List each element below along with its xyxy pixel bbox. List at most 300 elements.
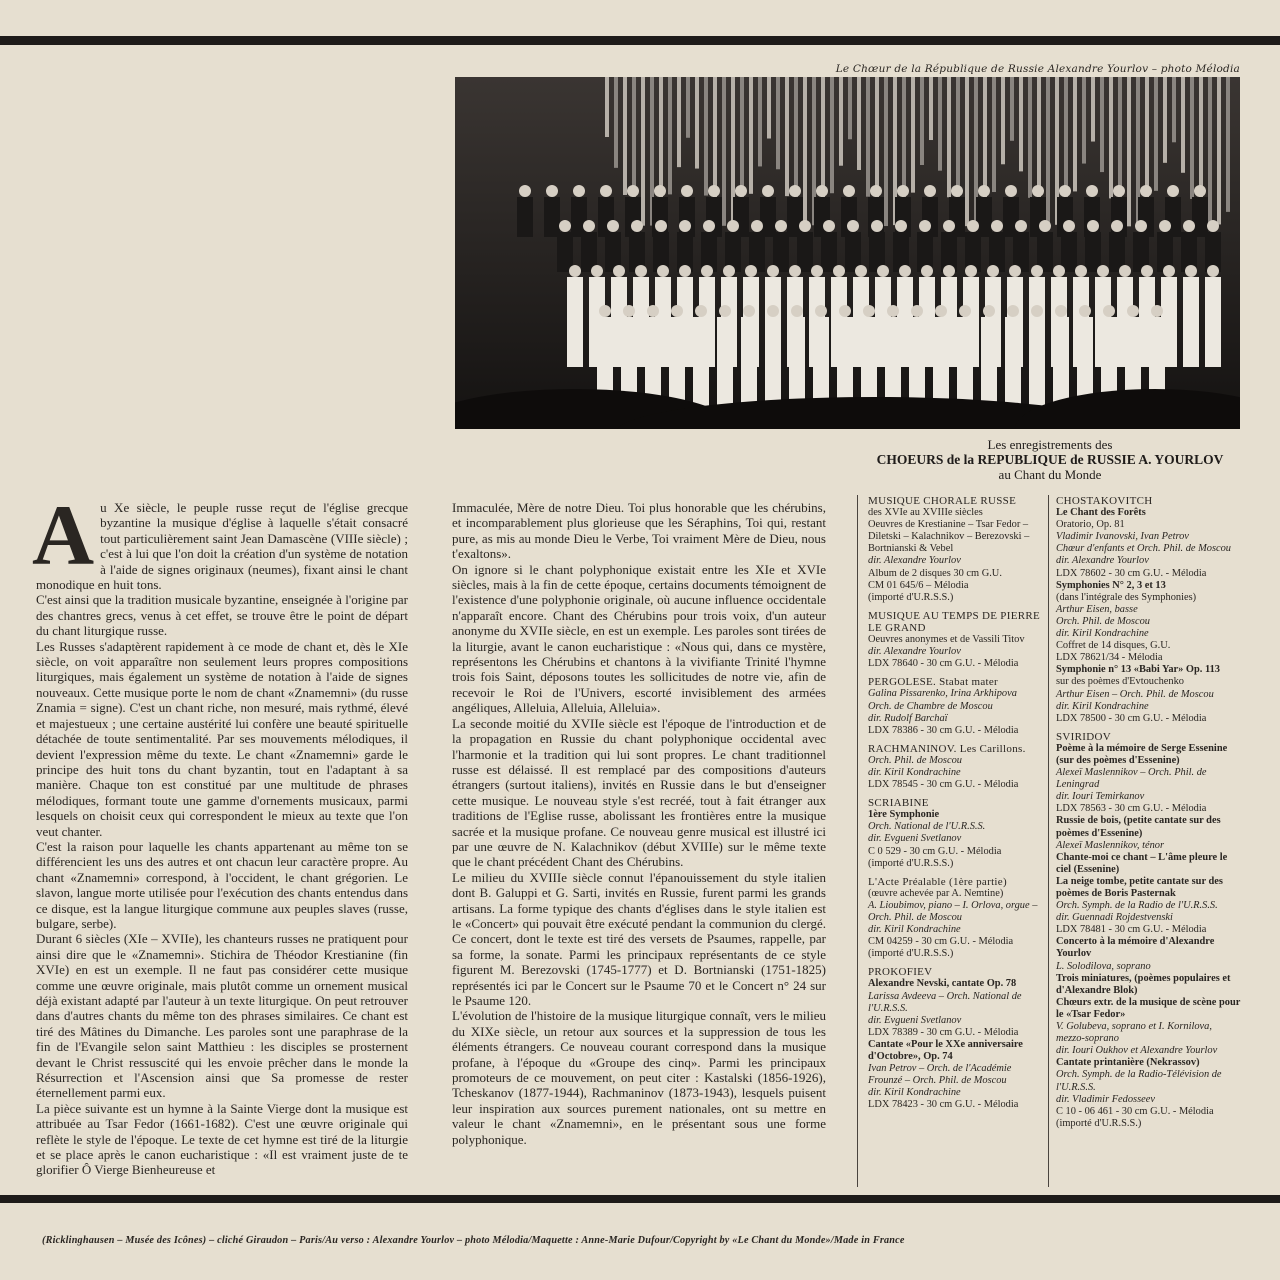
disc-entry-line: Larissa Avdeeva – Orch. National de l'U.R.S.S. (868, 990, 1022, 1014)
singer-body (885, 317, 901, 407)
singer-head (681, 185, 693, 197)
organ-pipe (641, 77, 645, 226)
disc-entry-line: dir. Kiril Kondrachine (868, 766, 961, 778)
singer-head (924, 185, 936, 197)
singer-head (951, 185, 963, 197)
disc-entry-line: Orch. Phil. de Moscou (868, 754, 962, 766)
disc-entry-line: Galina Pissarenko, Irina Arkhipova (868, 688, 1017, 700)
organ-pipe (668, 77, 672, 194)
singer-head (635, 265, 647, 277)
organ-pipe (839, 77, 843, 166)
singer-head (719, 305, 731, 317)
singer-head (1127, 305, 1139, 317)
singer-body (821, 232, 837, 272)
singer-head (703, 220, 715, 232)
paragraph: C'est ainsi que la tradition musicale byzantine, enseignée à l'origine par des chantres grecs, venus à cet effet, se trouve être le point de départ du chant liturgique russe. (36, 592, 408, 639)
disc-entry-line: LDX 78545 - 30 cm G.U. - Mélodia (868, 779, 1019, 791)
disc-entry-line: Vladimir Ivanovski, Ivan Petrov (1056, 531, 1189, 543)
disc-entry-line: Oratorio, Op. 81 (1056, 519, 1125, 531)
singer-head (655, 220, 667, 232)
singer-head (735, 185, 747, 197)
singer-body (544, 197, 560, 237)
singer-head (895, 220, 907, 232)
disc-entry-line: Orch. Phil. de Moscou (1056, 615, 1150, 627)
singer-head (573, 185, 585, 197)
disc-entry-line: LDX 78500 - 30 cm G.U. - Mélodia (1056, 712, 1207, 724)
singer-head (583, 220, 595, 232)
organ-pipe (1001, 77, 1005, 164)
singer-head (1185, 265, 1197, 277)
singer-head (899, 265, 911, 277)
singer-head (1039, 220, 1051, 232)
singer-head (789, 185, 801, 197)
singer-head (1135, 220, 1147, 232)
disc-entry-line: Oeuvres de Krestianine – Tsar Fedor – Diletski – Kalachnikov – Berezovski – Bortnianski & Vebel (868, 519, 1030, 555)
article-column-1 (32, 487, 408, 1178)
singer-head (799, 220, 811, 232)
singer-head (870, 185, 882, 197)
singer-body (1029, 317, 1045, 407)
singer-body (760, 197, 776, 237)
singer-head (727, 220, 739, 232)
singer-body (787, 197, 803, 237)
disc-entry-line: sur des poèmes d'Evtouchenko (1056, 676, 1184, 688)
disc-entry-line: Arthur Eisen, basse (1056, 603, 1138, 615)
singer-head (745, 265, 757, 277)
singer-body (1085, 232, 1101, 272)
singer-head (695, 305, 707, 317)
organ-pipe (776, 77, 780, 169)
singer-head (1159, 220, 1171, 232)
disc-entry-line: Album de 2 disques 30 cm G.U. (868, 567, 1002, 579)
disc-entry-line: LDX 78481 - 30 cm G.U. - Mélodia (1056, 924, 1207, 936)
singer-head (839, 305, 851, 317)
singer-body (1183, 277, 1199, 367)
singer-head (623, 305, 635, 317)
choir-photo-image (455, 77, 1240, 429)
organ-pipe (911, 77, 915, 193)
singer-head (1207, 265, 1219, 277)
organ-pipe (1163, 77, 1167, 163)
bottom-rule (0, 1195, 1280, 1203)
singer-head (991, 220, 1003, 232)
organ-pipe (1190, 77, 1194, 199)
organ-pipe (992, 77, 996, 192)
singer-head (871, 220, 883, 232)
singer-head (743, 305, 755, 317)
disc-entry (1056, 731, 1242, 1130)
singer-head (1163, 265, 1175, 277)
disc-entry-line: Arthur Eisen – Orch. Phil. de Moscou (1056, 688, 1214, 700)
disc-entry (868, 966, 1046, 1111)
singer-head (591, 265, 603, 277)
singer-head (1194, 185, 1206, 197)
disc-entry-heading: SCRIABINE (868, 797, 929, 810)
disc-entry-line: dir. Kiril Kondrachine (1056, 628, 1149, 640)
disc-entry-line: Chœur d'enfants et Orch. Phil. de Moscou (1056, 543, 1231, 555)
disc-entry-line: Orch. National de l'U.R.S.S. (868, 821, 986, 833)
singer-body (557, 232, 573, 272)
recordings-heading-line3: au Chant du Monde (998, 467, 1102, 482)
organ-pipe (758, 77, 762, 166)
disc-entry-line: LDX 78389 - 30 cm G.U. - Mélodia (868, 1026, 1019, 1038)
singer-body (813, 317, 829, 407)
organ-pipe (1010, 77, 1014, 141)
organ-pipe (1100, 77, 1104, 172)
singer-head (647, 305, 659, 317)
singer-head (791, 305, 803, 317)
singer-head (679, 265, 691, 277)
singer-head (959, 305, 971, 317)
singer-head (559, 220, 571, 232)
recordings-heading-line1: Les enregistrements des (987, 437, 1113, 452)
paragraph: La seconde moitié du XVIIe siècle est l'époque de l'introduction et de la propagation en Russie du chant polyphonique occidental avec l'harmonie et la tradition qui lui sont propres. Le chant traditionnel russe est délaissé. Il est remplacé par des compositions d'auteurs étrangers (surtout italiens), invités en Russie dans le but d'enseigner cette musique. Le nouveau style s'est recréé, tout à fait étranger aux traditions de l'Eglise russe, abolissant les frontières entre la musique sacrée et la musique profane. Ce nouveau genre musical est illustré ici par une œuvre de N. Kalachnikov (début XVIIIe) sur le même texte que le chant précédent Chant des Chérubins. (452, 715, 826, 870)
singer-head (569, 265, 581, 277)
disc-entry-line: dir. Kiril Kondrachine (868, 1087, 961, 1099)
disc-entry-line: (importé d'U.R.S.S.) (868, 591, 954, 603)
disc-entry (868, 797, 1046, 870)
organ-pipe (929, 77, 933, 140)
singer-body (976, 197, 992, 237)
singer-body (1192, 197, 1208, 237)
disc-entry-heading: MUSIQUE AU TEMPS DE PIERRE LE GRAND (868, 609, 1041, 634)
disc-entry (868, 495, 1046, 604)
singer-head (1031, 305, 1043, 317)
singer-head (911, 305, 923, 317)
singer-head (1207, 220, 1219, 232)
disc-entry-line: (œuvre achevée par A. Nemtine) (868, 887, 1004, 899)
singer-body (717, 317, 733, 407)
paragraph: On ignore si le chant polyphonique existait entre les XIe et XVIe siècles, mais à la fin de cette époque, certains documents témoignent de l'existence d'une polyphonie originale, où aucune influence occidentale n'apparaît encore. Chant des Chérubins pour trois voix, d'un auteur anonyme du XVIIe siècle, en est un exemple. Les paroles sont tirées de la liturgie, avant le canon eucharistique : «Nous qui, dans ce mystère, représentons les Chérubins et chantons à la vivifiante Trinité l'hymne trois fois Saint, déposons toutes les sollicitudes de notre vie, afin de recevoir le Roi de l'Univers, escorté invisiblement des armées angéliques, Alleluia, Alleluia, Alleluia». (452, 561, 826, 716)
organ-pipe (866, 77, 870, 197)
organ-pipe (1172, 77, 1176, 142)
disc-entry-line: dir. Evgueni Svetlanov (868, 833, 962, 845)
disc-entry-line: Chante-moi ce chant – L'âme pleure le ciel (Essenine) (1056, 851, 1228, 875)
disc-entry-line: Concerto à la mémoire d'Alexandre Yourlov (1056, 936, 1215, 960)
organ-pipe (803, 77, 807, 226)
singer-head (1167, 185, 1179, 197)
singer-head (1005, 185, 1017, 197)
singer-head (1151, 305, 1163, 317)
singer-head (708, 185, 720, 197)
singer-body (1003, 197, 1019, 237)
singer-body (517, 197, 533, 237)
singer-head (600, 185, 612, 197)
singer-head (599, 305, 611, 317)
disc-entry-heading: L'Acte Préalable (1ère partie) (868, 875, 1007, 888)
paragraph: Les Russes s'adaptèrent rapidement à ce mode de chant et, dès le XIe siècle, on voit apparaître non seulement leurs propres compositions liturgiques, mais également un système de notation à l'aide de signes nouveaux. Cette musique porte le nom de chant «Znamemni» (du russe Znamia = signe). C'est un chant riche, non mesuré, mais rythmé, élevé et majestueux ; une certaine austérité lui confère une beauté spirituelle détachée de toute sentimentalité. Par ses mouvements mélodiques, il devient l'expression même du texte. Le chant «Znamemni» garde le principe des huit tons du chant byzantin, tout en l'adaptant à sa manière. Chaque ton est constitué par une multitude de phrases mélodiques, formant toute une gamme d'ornements musicaux, parmi lesquels on choisit ceux qui correspondent le mieux au texte que l'on veut chanter. (36, 638, 408, 839)
singer-body (669, 317, 685, 407)
singer-head (943, 265, 955, 277)
singer-head (967, 220, 979, 232)
singer-head (723, 265, 735, 277)
singer-body (765, 317, 781, 407)
singer-head (1075, 265, 1087, 277)
paragraph: Durant 6 siècles (XIe – XVIIe), les chanteurs russes ne pratiquent pour ainsi dire que le «Znamemni». Stichira de Théodor Krestianine (fin XVIe) en est un exemple. Il ne faut pas considérer cette musique comme une œuvre originale, mais plutôt comme un ornement musical déjà existant adapté par l'auteur à un texte liturgique. On peut retrouver dans d'autres chants du même ton des phrases similaires. Ce chant est tiré des Mâtines du Dimanche. Les paroles sont une paraphrase de la fin de l'Evangile selon saint Matthieu : les disciples se prosternent devant le Christ ressuscité qui les envoie prêcher dans le monde la Résurrection et l'Ascension ainsi que Sa promesse de rester éternellement parmi eux. (36, 931, 408, 1101)
singer-head (1119, 265, 1131, 277)
singer-head (816, 185, 828, 197)
organ-pipe (749, 77, 753, 194)
disc-entry-line: dir. Evgueni Svetlanov (868, 1014, 962, 1026)
disc-entry-heading: CHOSTAKOVITCH (1056, 495, 1153, 507)
top-rule (0, 36, 1280, 45)
organ-pipe (1226, 77, 1230, 212)
singer-head (1086, 185, 1098, 197)
disc-entry (1056, 495, 1242, 725)
organ-pipe (704, 77, 708, 196)
discography-column-1 (868, 495, 1046, 1118)
disc-entry-line: CM 04259 - 30 cm G.U. - Mélodia (868, 936, 1014, 948)
disc-entry-line: dir. Vladimir Fedosseev (1056, 1093, 1155, 1105)
singer-head (987, 265, 999, 277)
organ-pipe (1091, 77, 1095, 142)
singer-head (983, 305, 995, 317)
singer-body (981, 317, 997, 407)
singer-head (775, 220, 787, 232)
disc-entry-line: Coffret de 14 disques, G.U. (1056, 640, 1171, 652)
photo-caption: Le Chœur de la République de Russie Alexandre Yourlov – photo Mélodia (835, 63, 1240, 75)
singer-head (767, 305, 779, 317)
singer-head (847, 220, 859, 232)
paragraph: C'est la raison pour laquelle les chants appartenant au même ton se différencient les uns des autres et ont chacun leur caractère propre. Au chant «Znamemni» correspond, à l'occident, le chant grégorien. Le slavon, langue morte utilisée pour l'exécution des chants entendus dans ce disque, est la langue liturgique commune aux peuples slaves (russe, bulgare, serbe). (36, 838, 408, 931)
singer-body (741, 317, 757, 407)
organ-pipe (1082, 77, 1086, 164)
singer-head (1097, 265, 1109, 277)
organ-pipe (1028, 77, 1032, 198)
disc-entry-line: LDX 78423 - 30 cm G.U. - Mélodia (868, 1099, 1019, 1111)
organ-pipe (1019, 77, 1023, 171)
disc-entry-line: V. Golubeva, soprano et I. Kornilova, mezzo-soprano (1056, 1021, 1212, 1045)
disc-entry-heading: PERGOLESE. Stabat mater (868, 676, 999, 689)
singer-head (919, 220, 931, 232)
singer-head (657, 265, 669, 277)
disc-entry-line: dir. Kiril Kondrachine (868, 924, 961, 936)
singer-body (1053, 317, 1069, 407)
discography-column-2 (1056, 495, 1242, 1136)
organ-pipe (722, 77, 726, 226)
disc-entry-line: LDX 78386 - 30 cm G.U. - Mélodia (868, 724, 1019, 736)
singer-head (965, 265, 977, 277)
disc-entry-line: dir. Guennadi Rojdestvenski (1056, 912, 1173, 924)
organ-pipe (1217, 77, 1221, 224)
singer-body (1005, 317, 1021, 407)
singer-body (789, 317, 805, 407)
disc-entry-heading: PROKOFIEV (868, 966, 933, 979)
singer-head (887, 305, 899, 317)
singer-head (833, 265, 845, 277)
column-divider (857, 495, 858, 1187)
disc-entry-heading: SVIRIDOV (1056, 730, 1111, 743)
singer-head (897, 185, 909, 197)
organ-pipe (947, 77, 951, 197)
organ-pipe (686, 77, 690, 138)
singer-body (861, 317, 877, 407)
singer-head (519, 185, 531, 197)
organ-pipe (1109, 77, 1113, 198)
singer-head (546, 185, 558, 197)
column-divider (1048, 495, 1049, 1187)
disc-entry-line: La neige tombe, petite cantate sur des poèmes de Boris Pasternak (1056, 875, 1223, 899)
singer-body (1205, 277, 1221, 367)
singer-head (627, 185, 639, 197)
disc-entry-line: LDX 78621/34 - Mélodia (1056, 652, 1163, 664)
singer-head (1183, 220, 1195, 232)
organ-pipe (1208, 77, 1212, 226)
disc-entry-line: A. Lioubimov, piano – I. Orlova, orgue – Orch. Phil. de Moscou (868, 899, 1038, 923)
disc-entry-line: dir. Kiril Kondrachine (1056, 700, 1149, 712)
singer-head (1113, 185, 1125, 197)
organ-pipe (605, 77, 609, 137)
singer-head (1059, 185, 1071, 197)
disc-entry-line: Cantate «Pour le XXe anniversaire d'Octobre», Op. 74 (868, 1038, 1023, 1063)
disc-entry-line: LDX 78602 - 30 cm G.U. - Mélodia (1056, 567, 1207, 579)
disc-entry-line: des XVIe au XVIIIe siècles (868, 507, 983, 519)
disc-entry-heading: RACHMANINOV. Les Carillons. (868, 742, 1026, 755)
singer-head (855, 265, 867, 277)
paragraph: Le milieu du XVIIIe siècle connut l'épanouissement du style italien dont B. Galuppi et G. Sarti, invités en Russie, furent parmi les grands artisans. La forme typique des chants d'églises dans le style italien est le «Concert» qui pouvait être exécuté pendant la communion du clergé. Ce concert, dont le texte est tiré des versets de Psaumes, rappelle, par sa forme, la sonate. Parmi les principaux représentants de ce style figurent M. Berezovski (1745-1777) et D. Bortnianski (1751-1825) représentés ici par le Concert sur le Psaume 70 et le Concert n° 24 sur le Psaume 120. (452, 869, 826, 1008)
organ-pipe (938, 77, 942, 171)
disc-entry-line: C 0 529 - 30 cm G.U. - Mélodia (868, 845, 1002, 857)
recordings-heading-line2: CHOEURS de la REPUBLIQUE de RUSSIE A. YOURLOV (876, 452, 1224, 467)
singer-body (1061, 232, 1077, 272)
paragraph: u Xe siècle, le peuple russe reçut de l'église grecque byzantine la musique d'église à laquelle s'était consacré tout particulièrement saint Jean Damascène (VIIIe siècle) ; c'est à lui que l'on doit la création d'un système de notation à l'aide de signes originaux (neumes), fixant ainsi le chant monodique en huit tons. (36, 500, 408, 593)
organ-pipe (1046, 77, 1050, 226)
disc-entry (868, 743, 1046, 791)
singer-head (1141, 265, 1153, 277)
disc-entry-heading: MUSIQUE CHORALE RUSSE (868, 495, 1017, 507)
disc-entry-line: dir. Rudolf Barchaï (868, 712, 948, 724)
singer-head (1007, 305, 1019, 317)
organ-pipe (848, 77, 852, 139)
organ-pipe (695, 77, 699, 169)
disc-entry-line: Symphonie n° 13 «Babi Yar» Op. 113 (1056, 664, 1220, 676)
singer-head (823, 220, 835, 232)
organ-pipe (785, 77, 789, 196)
disc-entry-line: Orch. Symph. de la Radio de l'U.R.S.S. (1056, 900, 1218, 912)
singer-head (843, 185, 855, 197)
disc-entry-line: 1ère Symphonie (868, 809, 940, 821)
singer-body (837, 317, 853, 407)
disc-entry-line: (importé d'U.R.S.S.) (868, 857, 954, 869)
disc-entry-line: LDX 78563 - 30 cm G.U. - Mélodia (1056, 803, 1207, 815)
singer-body (571, 197, 587, 237)
singer-head (921, 265, 933, 277)
organ-pipe (857, 77, 861, 170)
organ-pipe (677, 77, 681, 167)
organ-pipe (623, 77, 627, 195)
organ-pipe (920, 77, 924, 165)
organ-pipe (1073, 77, 1077, 191)
singer-head (1111, 220, 1123, 232)
organ-pipe (965, 77, 969, 226)
singer-head (701, 265, 713, 277)
paragraph: L'évolution de l'histoire de la musique liturgique connaît, vers le milieu du XIXe siècle, un retour aux sources et la suppression de tous les éléments étrangers. Ce nouveau courant correspond dans la musique profane, à l'époque du «Groupe des cinq». Parmi les principaux promoteurs de ce mouvement, on peut citer : Kastalski (1856-1926), Tcheskanov (1877-1944), Rachmaninov (1873-1943), lesquels puisent leur inspiration aux sources purement nationales, ont su mettre en valeur le chant «Znamemni», en le présentant sous une forme polyphonique. (452, 1008, 826, 1147)
singer-head (1009, 265, 1021, 277)
singer-body (933, 317, 949, 407)
disc-entry-line: Alexandre Nevski, cantate Op. 78 (868, 978, 1017, 990)
singer-body (797, 232, 813, 272)
singer-head (815, 305, 827, 317)
disc-entry-line: Oeuvres anonymes et de Vassili Titov (868, 634, 1025, 646)
singer-body (567, 277, 583, 367)
singer-head (654, 185, 666, 197)
article-column-2 (452, 500, 826, 1147)
disc-entry-line: Alexeï Maslennikov – Orch. Phil. de Leningrad (1056, 767, 1207, 791)
disc-entry-line: CM 01 645/6 – Mélodia (868, 579, 969, 591)
disc-entry (868, 676, 1046, 736)
singer-head (671, 305, 683, 317)
singer-head (1032, 185, 1044, 197)
singer-head (1063, 220, 1075, 232)
singer-head (751, 220, 763, 232)
disc-entry (868, 876, 1046, 961)
disc-entry-line: Russie de bois, (petite cantate sur des poèmes d'Essenine) (1056, 815, 1221, 839)
disc-entry-line: Chœurs extr. de la musique de scène pour le «Tsar Fedor» (1056, 996, 1241, 1020)
organ-pipe (767, 77, 771, 139)
organ-pipe (1127, 77, 1131, 226)
disc-entry-line: Symphonies N° 2, 3 et 13 (1056, 579, 1166, 591)
singer-head (1087, 220, 1099, 232)
dropcap: A (32, 487, 95, 583)
disc-entry-line: Orch. de Chambre de Moscou (868, 700, 993, 712)
singer-head (1055, 305, 1067, 317)
singer-body (693, 317, 709, 407)
singer-head (679, 220, 691, 232)
singer-head (767, 265, 779, 277)
disc-entry-line: Poème à la mémoire de Serge Essenine (sur des poèmes d'Essenine) (1056, 742, 1228, 766)
singer-body (909, 317, 925, 407)
disc-entry-line: Trois miniatures, (poèmes populaires et d'Alexandre Blok) (1056, 972, 1231, 996)
singer-head (1103, 305, 1115, 317)
disc-entry (868, 610, 1046, 670)
paragraph: Immaculée, Mère de notre Dieu. Toi plus honorable que les chérubins, et incomparablement plus glorieuse que les Séraphins, Toi qui, restant pure, as mis au monde Dieu le Verbe, Toi vraiment Mère de Dieu, nous t'exaltons». (452, 500, 826, 562)
singer-head (1140, 185, 1152, 197)
paragraph: La pièce suivante est un hymne à la Sainte Vierge dont la musique est attribuée au Tsar Fedor (1661-1682). C'est une œuvre originale qui reflète le style de l'époque. Le texte de cet hymne est tiré de la liturgie et se place après le canon eucharistique : «Il est vraiment juste de te glorifier Ô Vierge Bienheureuse et (36, 1100, 408, 1178)
disc-entry-line: dir. Alexandre Yourlov (868, 555, 961, 567)
disc-entry-line: dir. Alexandre Yourlov (868, 646, 961, 658)
singer-head (613, 265, 625, 277)
singer-head (978, 185, 990, 197)
organ-pipe (614, 77, 618, 168)
singer-head (762, 185, 774, 197)
disc-entry-line: dir. Alexandre Yourlov (1056, 555, 1149, 567)
disc-entry-line: dir. Iouri Oukhov et Alexandre Yourlov (1056, 1045, 1218, 1057)
singer-head (877, 265, 889, 277)
disc-entry-line: Alexeï Maslennikov, ténor (1056, 839, 1165, 851)
choir-photo (455, 77, 1240, 429)
singer-head (863, 305, 875, 317)
organ-pipe (1154, 77, 1158, 191)
disc-entry-line: LDX 78640 - 30 cm G.U. - Mélodia (868, 658, 1019, 670)
singer-head (1015, 220, 1027, 232)
singer-head (1053, 265, 1065, 277)
singer-body (957, 317, 973, 407)
singer-head (935, 305, 947, 317)
organ-pipe (830, 77, 834, 193)
disc-entry-line: Orch. Symph. de la Radio-Télévision de l'U.R.S.S. (1056, 1069, 1222, 1093)
disc-entry-line: Ivan Petrov – Orch. de l'Académie Frounzé – Orch. Phil. de Moscou (868, 1063, 1012, 1087)
disc-entry-line: dir. Iouri Temirkanov (1056, 791, 1145, 803)
singer-head (811, 265, 823, 277)
disc-entry-line: Le Chant des Forêts (1056, 507, 1146, 519)
organ-pipe (1181, 77, 1185, 173)
singer-head (1079, 305, 1091, 317)
organ-pipe (884, 77, 888, 226)
disc-entry-line: Cantate printanière (Nekrassov) (1056, 1057, 1200, 1069)
disc-entry-line: L. Solodilova, soprano (1056, 960, 1151, 972)
recordings-heading (840, 437, 1260, 482)
singer-head (1031, 265, 1043, 277)
